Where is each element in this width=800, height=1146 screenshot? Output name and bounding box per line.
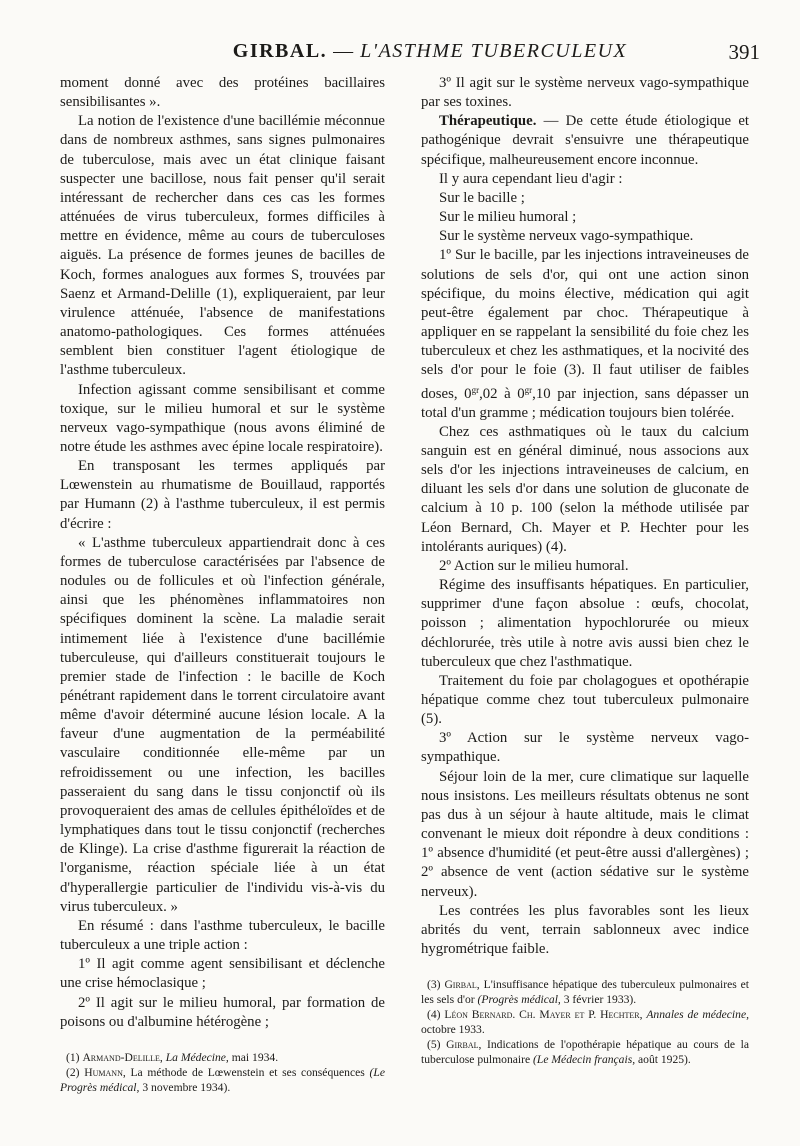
footnote-detail: mai 1934.: [231, 1050, 279, 1064]
footnote: [60, 1065, 385, 1095]
footnote-author: Armand-Delille,: [82, 1050, 163, 1064]
header-subtitle: L'ASTHME TUBERCULEUX: [360, 40, 628, 62]
footnote-mark: (1): [66, 1050, 80, 1064]
footnote-work: La Médecine,: [165, 1050, 229, 1064]
footnote-detail: octobre 1933.: [421, 1023, 485, 1037]
footnote-work: (Le Médecin français,: [533, 1053, 636, 1067]
dose-high-unit: gr: [524, 384, 533, 395]
dose-low-unit: gr: [471, 384, 480, 395]
footnote-detail: 3 novembre 1934).: [142, 1080, 231, 1094]
dose-high: [517, 386, 550, 402]
paragraph: En transposant les termes appliqués par Lœwenstein au rhumatisme de Bouillaud, rapportés par Humann (2) à l'asthme tuberculeux, il est permis d'écrire :: [60, 458, 385, 532]
section-heading: Thérapeutique.: [439, 113, 537, 130]
paragraph: Traitement du foie par cholagogues et opothérapie hépatique comme chez tout tuberculeux pulmonaire (5).: [421, 672, 749, 728]
paragraph: Séjour loin de la mer, cure climatique sur laquelle nous insistons. Les meilleurs résultats obtenus ne sont pas dus à un séjour à haute altitude, mais le climat convenant le mieux doit répondre à deux conditions : 1º absence d'humidité (et peut-être aussi d'allergènes) ; 2º absence de vent (action sédative sur le système nerveux).: [421, 768, 749, 900]
running-title: [200, 40, 660, 63]
footnote-detail: L'insuffisance hépatique des tuberculeux pulmonaires et les sels d'or: [421, 978, 749, 1007]
paragraph: 2º Action sur le milieu humoral.: [439, 557, 629, 574]
footnotes-right: [421, 977, 749, 1067]
paragraph: 3º Action sur le système nerveux vago-sympathique.: [421, 730, 749, 766]
footnote-author: Léon Bernard. Ch. Mayer et P. Hechter,: [444, 1008, 643, 1022]
list-item: Sur le système nerveux vago-sympathique.: [439, 228, 694, 245]
paragraph: Infection agissant comme sensibilisant et comme toxique, sur le milieu humoral et sur le système nerveux vago-sympathique (nous avons éliminé de notre étude les asthmes avec épine locale respiratoire).: [60, 381, 385, 455]
footnote-detail: août 1925).: [638, 1053, 691, 1067]
list-item: Sur le milieu humoral ;: [439, 209, 577, 226]
list-item: 2º Il agit sur le milieu humoral, par formation de poisons ou d'albumine hétérogène ;: [60, 994, 385, 1030]
list-item: Sur le bacille ;: [439, 189, 525, 206]
list-item: 3º Il agit sur le système nerveux vago-sympathique par ses toxines.: [421, 75, 749, 111]
footnote: [421, 977, 749, 1007]
footnotes-left: [60, 1050, 385, 1095]
footnote-detail: La méthode de Lœwenstein et ses conséquences: [130, 1065, 365, 1079]
dose-join: à: [497, 385, 518, 402]
paragraph: Régime des insuffisants hépatiques. En particulier, supprimer d'une façon absolue : œufs, chocolat, poisson ; alimentation hypochlorurée ou mieux déchlorurée, très utile à notre avis aussi bien chez le tuberculeux que chez l'asthmatique.: [421, 577, 749, 670]
footnote-mark: (4): [427, 1008, 441, 1022]
running-header: [60, 40, 760, 68]
footnote-author: Girbal,: [444, 978, 480, 992]
paragraph-text: — De cette étude étiologique et pathogénique devrait s'ensuivre une thérapeutique spécifique, malheureusement encore inconnue.: [421, 113, 749, 168]
quotation-paragraph: « L'asthme tuberculeux appartiendrait donc à ces formes de tuberculose caractérisées par l'absence de nodules ou de follicules et où l'infection générale, ainsi que les phénomènes inflammatoires non spécifiques dominent la scène. La maladie serait intimement liée à l'existence d'une bacillémie tuberculeuse, qui d'ailleurs constituerait toujours le premier stade de l'infection : le bacille de Koch pénétrant rapidement dans le torrent circulatoire avant même d'avoir déterminé aucune lésion locale. A la faveur d'une augmentation de la perméabilité vasculaire conditionnée elle-même par un refroidissement ou une infection, les bacilles passeraient du sang dans le tissu conjonctif où ils provoqueraient des amas de cellules épithéloïdes et de lymphatiques dans tout le tissu conjonctif (recherches de Klinge). La crise d'asthme figurerait la réaction de l'organisme, réaction spéciale liée à un état d'hyperallergie particulier de l'individu vis-à-vis du virus tuberculeux. »: [60, 534, 385, 915]
footnote: [421, 1037, 749, 1067]
footnote-mark: (2): [66, 1065, 80, 1079]
footnote-detail: Indications de l'opothérapie hépatique au cours de la tuberculose pulmonaire: [421, 1038, 750, 1067]
dose-high-number: 0: [517, 385, 525, 402]
footnote-author: Girbal,: [446, 1038, 482, 1052]
paragraph: [421, 112, 749, 169]
list-item: 1º Il agit comme agent sensibilisant et déclenche une crise hémoclasique ;: [60, 956, 385, 992]
footnote-detail: 3 février 1933).: [563, 993, 637, 1007]
paragraph: moment donné avec des protéines bacillaires sensibilisantes ».: [60, 75, 385, 111]
page-number: 391: [728, 40, 760, 64]
paragraph: Les contrées les plus favorables sont les lieux abrités du vent, terrain sablonneux avec indice hygrométrique faible.: [421, 902, 749, 958]
header-separator: —: [327, 40, 361, 62]
right-column: [421, 74, 749, 1067]
paragraph-text: par injection, sans dépasser un total d'un gramme ; médication toujours bien tolérée.: [421, 385, 750, 421]
paragraph: La notion de l'existence d'une bacillémie méconnue dans de nombreux asthmes, sans signes pulmonaires de tuberculose, mais avec un état clinique faisant suspecter une bacillose, nous fait penser qu'il serait intéressant de rechercher dans ces cas les formes atténuées de virus tuberculeux, formes difficiles à mettre en évidence, même au cours de tuberculoses aiguës. La présence de formes jeunes de bacilles de Koch, formes analogues aux formes S, trouvées par Saenz et Armand-Delille (1), expliqueraient, par leur virulence atténuée, l'absence de manifestations anatomo-pathologiques. Ces formes atténuées semblent bien constituer l'agent étiologique de l'asthme tuberculeux.: [60, 113, 385, 379]
paragraph-text: 1º Sur le bacille, par les injections intraveineuses de solutions de sels d'or, qui ont une action sinon spécifique, du moins élective, médication qui agit peut-être également par choc. Thérapeutique à appliquer en se rappelant la sensibilité du foie chez les tuberculeux et chez les asthmatiques, et la nocivité des sels d'or pour le foie (3). Il faut utiliser de faibles doses,: [421, 247, 749, 402]
footnote-work: (Le Progrès médical,: [60, 1065, 385, 1094]
dose-high-value: ,10: [532, 385, 551, 402]
footnote: [60, 1050, 385, 1065]
paragraph: [421, 246, 749, 422]
left-column: [60, 74, 385, 1095]
footnote-work: Annales de médecine,: [646, 1008, 749, 1022]
paragraph: Il y aura cependant lieu d'agir :: [439, 170, 623, 187]
footnote: [421, 1007, 749, 1037]
paragraph: Chez ces asthmatiques où le taux du calcium sanguin est en général diminué, nous associons aux sels d'or les injections intraveineuses de calcium, en diluant les sels d'or dans une solution de gluconate de calcium à 10 p. 100 (selon la méthode utilisée par Léon Bernard, Ch. Mayer et P. Hechter pour les intolérants auriques) (4).: [421, 423, 749, 555]
footnote-author: Humann,: [84, 1065, 126, 1079]
header-author: GIRBAL.: [232, 40, 328, 62]
footnote-mark: (3): [427, 978, 441, 992]
dose-low: [464, 386, 497, 402]
dose-low-value: ,02: [479, 385, 498, 402]
paragraph: En résumé : dans l'asthme tuberculeux, le bacille tuberculeux a une triple action :: [60, 917, 385, 954]
dose-low-number: 0: [464, 385, 472, 402]
footnote-work: (Progrès médical,: [477, 993, 561, 1007]
footnote-mark: (5): [427, 1038, 441, 1052]
